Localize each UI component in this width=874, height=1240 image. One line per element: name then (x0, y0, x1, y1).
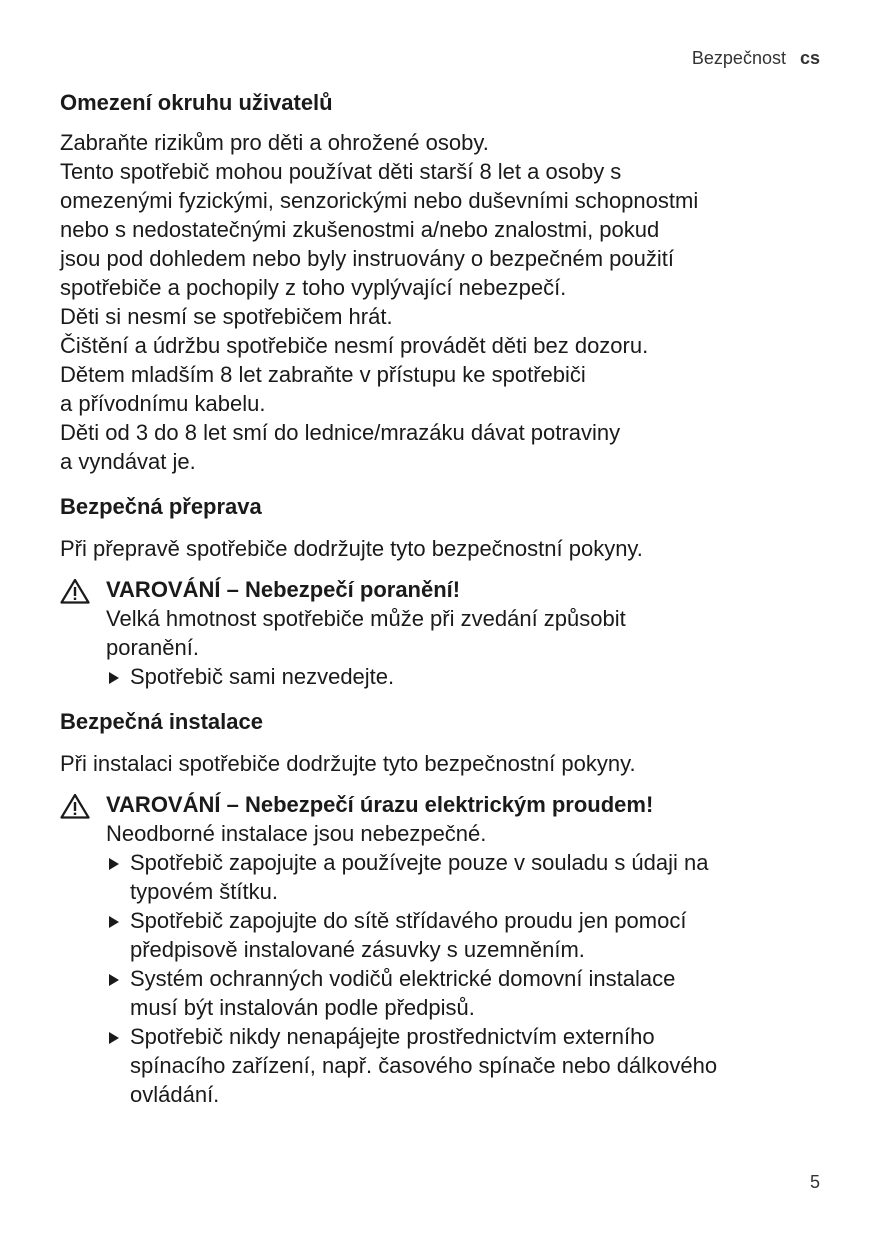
language-code: cs (799, 48, 820, 68)
text-line: Děti od 3 do 8 let smí do lednice/mrazáku dávat potraviny (60, 420, 621, 445)
warning-title: VAROVÁNÍ – Nebezpečí poranění! (106, 577, 461, 602)
text-line: Dětem mladším 8 let zabraňte v přístupu ke spotřebiči (60, 362, 586, 387)
installation-intro: Při instalaci spotřebiče dodržujte tyto bezpečnostní pokyny. (60, 751, 636, 776)
text-line: Děti si nesmí se spotřebičem hrát. (60, 304, 393, 329)
text-line: Čištění a údržbu spotřebiče nesmí provádět děti bez dozoru. (60, 333, 649, 358)
arrow-bullet-icon (109, 858, 119, 870)
warning-text-line: Neodborné instalace jsou nebezpečné. (106, 821, 487, 846)
instruction-item (106, 662, 820, 691)
text-line: a vyndávat je. (60, 449, 196, 474)
section-title-user-restrictions: Omezení okruhu uživatelů (60, 90, 333, 115)
page-number: 5 (809, 1172, 820, 1192)
transport-intro: Při přepravě spotřebiče dodržujte tyto bezpečnostní pokyny. (60, 536, 643, 561)
text-line: spotřebiče a pochopily z toho vyplývající nebezpečí. (60, 275, 567, 300)
instruction-line: Spotřebič zapojujte do sítě střídavého proudu jen pomocí (130, 908, 687, 933)
section-title-safe-transport: Bezpečná přeprava (60, 494, 262, 519)
arrow-bullet-icon (109, 916, 119, 928)
text-line: Tento spotřebič mohou používat děti starší 8 let a osoby s (60, 159, 622, 184)
instruction-line: spínacího zařízení, např. časového spínače nebo dálkového (130, 1053, 718, 1078)
transport-warning (60, 575, 820, 691)
instruction-line: Spotřebič zapojujte a používejte pouze v souladu s údaji na (130, 850, 709, 875)
instruction-line: Spotřebič nikdy nenapájejte prostřednictvím externího (130, 1024, 655, 1049)
text-line: Zabraňte rizikům pro děti a ohrožené osoby. (60, 130, 489, 155)
instruction-line: předpisově instalované zásuvky s uzemněním. (130, 937, 585, 962)
text-line: nebo s nedostatečnými zkušenostmi a/nebo znalostmi, pokud (60, 217, 660, 242)
text-line: a přívodnímu kabelu. (60, 391, 266, 416)
instruction-line: Systém ochranných vodičů elektrické domovní instalace (130, 966, 676, 991)
warning-triangle-icon (60, 578, 90, 604)
instruction-item (106, 906, 820, 964)
instruction-line: typovém štítku. (130, 879, 278, 904)
warning-text-line: Velká hmotnost spotřebiče může při zvedání způsobit (106, 606, 626, 631)
page-content (60, 88, 820, 1109)
instruction-item (106, 1022, 820, 1109)
text-line: jsou pod dohledem nebo byly instruovány o bezpečném použití (60, 246, 674, 271)
page-header (692, 48, 820, 69)
arrow-bullet-icon (109, 1032, 119, 1044)
warning-triangle-icon (60, 793, 90, 819)
arrow-bullet-icon (109, 974, 119, 986)
instruction-line: Spotřebič sami nezvedejte. (130, 664, 395, 689)
arrow-bullet-icon (109, 672, 119, 684)
installation-warning (60, 790, 820, 1109)
warning-title: VAROVÁNÍ – Nebezpečí úrazu elektrickým proudem! (106, 792, 654, 817)
user-restrictions-text (60, 128, 820, 476)
instruction-line: ovládání. (130, 1082, 220, 1107)
text-line: omezenými fyzickými, senzorickými nebo duševními schopnostmi (60, 188, 699, 213)
instruction-item (106, 964, 820, 1022)
warning-text-line: poranění. (106, 635, 199, 660)
instruction-item (106, 848, 820, 906)
instruction-line: musí být instalován podle předpisů. (130, 995, 475, 1020)
section-title-safe-installation: Bezpečná instalace (60, 709, 263, 734)
section-name: Bezpečnost (691, 48, 786, 68)
